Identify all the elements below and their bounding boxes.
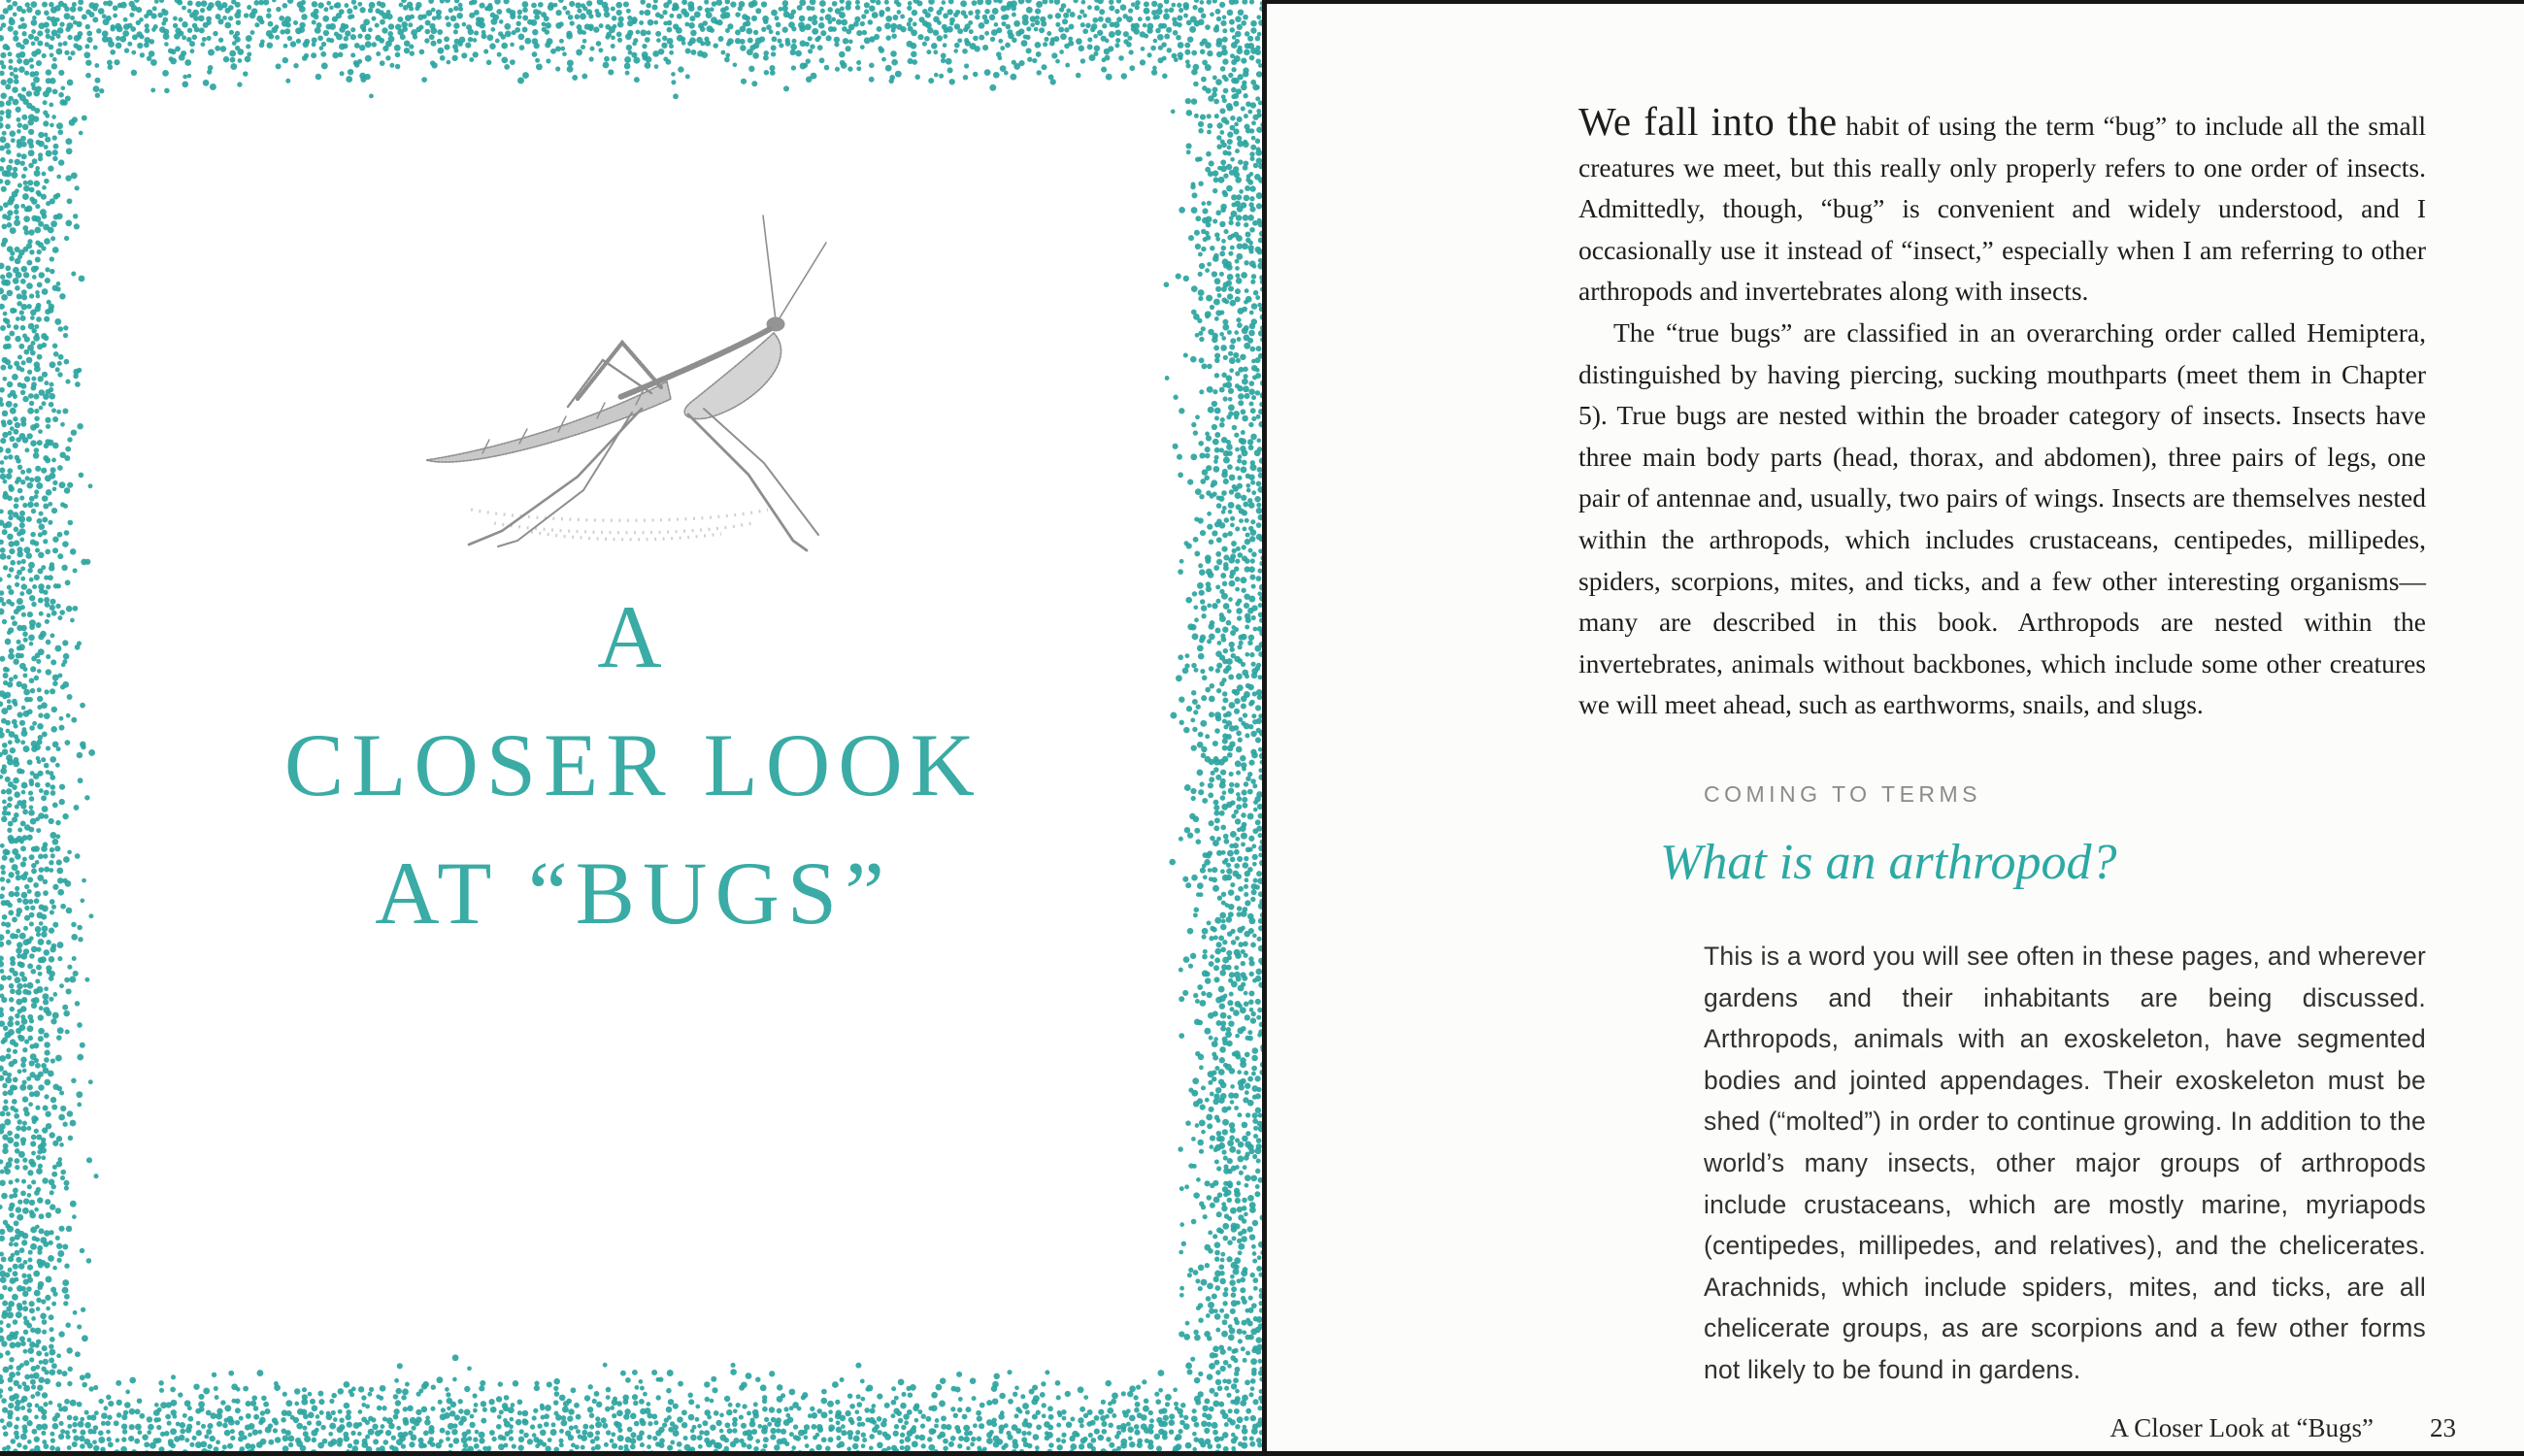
- intro-paragraph: [1578, 101, 2426, 313]
- lead-in-phrase: We fall into the: [1578, 99, 1838, 144]
- chapter-title-line-2: CLOSER LOOK: [283, 715, 983, 814]
- chapter-title: [78, 573, 1189, 957]
- body-text-column: [1578, 101, 2426, 726]
- definition-paragraph: This is a word you will see often in these pages, and wherever gardens and their inhabitants are being discussed. Arthropods, animals with an exoskeleton, have segmented bodies and jointed appendages. Their exoskeleton must be shed (“molted”) in order to continue growing. In addition to the world’s many insects, other major groups of arthropods include crustaceans, which are mostly marine, myriapods (centipedes, millipedes, and relatives), and the chelicerates. Arachnids, which include spiders, mites, and ticks, are all chelicerate groups, as are scorpions and a few other forms not likely to be found in gardens.: [1704, 942, 2426, 1384]
- section-heading: What is an arthropod?: [1660, 835, 2117, 890]
- chapter-title-line-3: AT “BUGS”: [375, 844, 892, 943]
- page-number: 23: [2430, 1413, 2456, 1442]
- page-footer: [2110, 1413, 2456, 1443]
- mantis-drawing: [413, 189, 859, 578]
- text-page: [1267, 0, 2524, 1456]
- intro-paragraph-text: habit of using the term “bug” to include all the small creatures we meet, but this really only properly refers to one order of insects. Admittedly, though, “bug” is convenient and widely understood, and I occasionally use it instead of “insect,” especially when I am referring to other arthropods and invertebrates along with insects.: [1578, 111, 2426, 307]
- praying-mantis-illustration: [413, 189, 859, 578]
- section-eyebrow: COMING TO TERMS: [1704, 781, 1982, 807]
- chapter-title-line-1: A: [597, 587, 670, 686]
- second-paragraph: The “true bugs” are classified in an overarching order called Hemiptera, distinguished by having piercing, sucking mouthparts (meet them in Chapter 5). True bugs are nested within the broader category of insects. Insects have three main body parts (head, thorax, and abdomen), three pairs of legs, one pair of antennae and, usually, two pairs of wings. Insects are themselves nested within the arthropods, which includes crustaceans, centipedes, millipedes, spiders, scorpions, mites, and ticks, and a few other interesting organisms—many are described in this book. Arthropods are nested within the invertebrates, animals without backbones, which include some other creatures we will meet ahead, such as earthworms, snails, and slugs.: [1578, 316, 2426, 720]
- running-footer-title: A Closer Look at “Bugs”: [2109, 1413, 2374, 1442]
- page-bottom-edge-line: [0, 1451, 2524, 1456]
